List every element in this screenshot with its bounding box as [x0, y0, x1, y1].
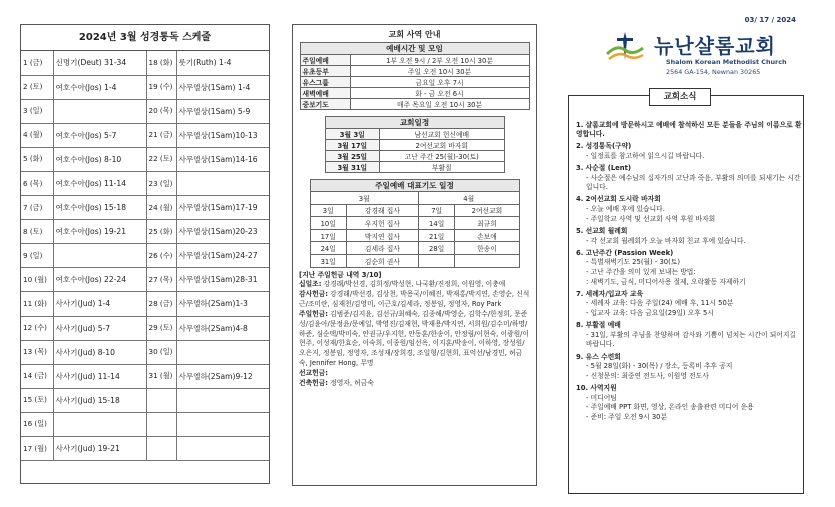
offering-title: [지난 주일헌금 내역 3/10]: [299, 270, 382, 279]
prayer-cell: [455, 254, 519, 267]
events-table: [325, 116, 505, 173]
schedule-cell: [53, 412, 146, 436]
schedule-cell: 여호수아(Jos) 19-21: [53, 220, 146, 244]
schedule-row: [21, 268, 269, 292]
event-date: 3월 31일: [325, 162, 380, 173]
prayer-cell: 김세라 집사: [346, 242, 418, 255]
news-item-head: 9. 유스 수련회: [576, 352, 621, 361]
schedule-cell: 30 (일): [146, 340, 176, 364]
worship-name: 유스그룹: [300, 77, 350, 88]
offering-names: 김범준/김지윤, 김선규/최혜숙, 김종해/박영순, 김학수/한정희, 문준성/김윤아/문정윤/문예일, 박영진/김재현, 박재용/박지연, 서희원/김수미/하명/하준, 심순택/박미숙, 안권규/우지헌, 안동훈/한송이, 안정림/이현숙, 이광원/이현주, 이성재/한효순, 이숙희, 이종원/임선옥, 이지훈/박송이, 이하영, 장성원/오은지, 정봉임, 정영자, 조성재/장희경, 조일형/김현희, 표억선/남경민, 허금숙, Jennifer Hong, 무명: [299, 309, 530, 368]
ministry-title: 교회 사역 안내: [388, 30, 441, 39]
event-date: 3월 3일: [325, 129, 380, 140]
news-item-head: 7. 세례자/입교자 교육: [576, 289, 644, 298]
schedule-cell: 2 (토): [21, 75, 53, 99]
schedule-cell: 여호수아(Jos) 15-18: [53, 196, 146, 220]
schedule-row: [21, 437, 269, 461]
church-address: 2564 GA-154, Newnan 30265: [666, 68, 761, 76]
schedule-cell: 18 (화): [146, 51, 176, 75]
news-item-detail: - 각 선교회 월례회가 오늘 바자회 친교 후에 있습니다.: [586, 236, 746, 245]
prayer-cell: 박지연 집사: [346, 229, 418, 242]
schedule-row: [21, 196, 269, 220]
prayer-month-2: 4월: [418, 192, 519, 205]
news-item-head: 5. 선교회 월례회: [576, 226, 628, 235]
prayer-cell: [418, 254, 454, 267]
worship-row: [300, 88, 529, 99]
prayer-cell: 28일: [418, 242, 454, 255]
schedule-row: [21, 316, 269, 340]
worship-name: 새벽예배: [300, 88, 350, 99]
worship-name: 유초등부: [300, 66, 350, 77]
schedule-cell: 여호수아(Jos) 11-14: [53, 171, 146, 195]
worship-time: 매주 목요일 오전 10시 30분: [350, 99, 529, 110]
prayer-cell: 7일: [418, 204, 454, 217]
schedule-row: [21, 244, 269, 268]
schedule-cell: 29 (토): [146, 316, 176, 340]
worship-name: 주일예배: [300, 55, 350, 66]
news-item-head: 2. 성경통독(구약): [576, 142, 632, 151]
prayer-cell: 21일: [418, 229, 454, 242]
schedule-cell: 사무엘하(2Sam)4-8: [176, 316, 269, 340]
worship-row: [300, 55, 529, 66]
worship-time: 화 - 금 오전 6시: [350, 88, 529, 99]
schedule-row: [21, 51, 269, 75]
news-item-detail: - 세례자 교육: 다음 주일(24) 예배 후, 11시 50분: [586, 299, 734, 308]
schedule-row: [21, 292, 269, 316]
schedule-cell: [176, 412, 269, 436]
schedule-cell: 사사기(Jud) 15-18: [53, 388, 146, 412]
prayer-cell: 17일: [310, 229, 346, 242]
schedule-cell: 여호수아(Jos) 8-10: [53, 147, 146, 171]
schedule-cell: 17 (월): [21, 437, 53, 461]
schedule-cell: [53, 99, 146, 123]
news-item-detail: - 입교자 교육: 다음 금요일(29일) 오후 5시: [586, 309, 714, 318]
news-item-detail: - 주일학교 사역 및 선교회 사역 후원 바자회: [586, 214, 716, 223]
news-item-detail: - 5월 28일(화) - 30(목) / 장소, 등록비 추후 공지: [586, 362, 733, 371]
prayer-cell: 31일: [310, 254, 346, 267]
news-list: [576, 118, 804, 423]
news-item-detail: - 신청문의: 최중연 전도사, 이원영 전도사: [586, 371, 709, 380]
schedule-cell: 5 (화): [21, 147, 53, 171]
schedule-cell: 사사기(Jud) 1-4: [53, 292, 146, 316]
schedule-cell: 16 (일): [21, 412, 53, 436]
schedule-cell: [176, 388, 269, 412]
prayer-cell: 최규희: [455, 217, 519, 230]
offering-names: 강경래/박선경, 김희정/박성현, 나국환/진정희, 이원영, 이충애: [323, 280, 506, 289]
worship-table: [300, 42, 530, 110]
offering-item: [299, 280, 530, 290]
schedule-row: [21, 220, 269, 244]
schedule-cell: 10 (월): [21, 268, 53, 292]
schedule-cell: 사무엘상(1Sam)28-31: [176, 268, 269, 292]
event-row: [325, 151, 504, 162]
prayer-cell: 우지헌 집사: [346, 217, 418, 230]
event-row: [325, 140, 504, 151]
event-name: 남선교회 헌신예배: [380, 129, 504, 140]
schedule-cell: 4 (월): [21, 123, 53, 147]
prayer-table: [310, 179, 520, 268]
prayer-cell: 24일: [310, 242, 346, 255]
schedule-row: [21, 75, 269, 99]
offering-label: 십일조:: [299, 280, 322, 289]
schedule-cell: 20 (목): [146, 99, 176, 123]
schedule-cell: 여호수아(Jos) 5-7: [53, 123, 146, 147]
schedule-cell: 21 (금): [146, 123, 176, 147]
schedule-cell: 11 (화): [21, 292, 53, 316]
event-name: 2여선교회 바자회: [380, 140, 504, 151]
offering-item: [299, 379, 530, 389]
schedule-cell: 25 (화): [146, 220, 176, 244]
event-name: 고난 주간 25(월)-30(토): [380, 151, 504, 162]
schedule-cell: 사무엘상(1Sam)14-16: [176, 147, 269, 171]
worship-name: 중보기도: [300, 99, 350, 110]
offering-label: 감사헌금:: [299, 290, 328, 299]
schedule-row: [21, 412, 269, 436]
events-title: 교회일정: [325, 117, 504, 129]
schedule-cell: 22 (토): [146, 147, 176, 171]
prayer-cell: 강경래 집사: [346, 204, 418, 217]
offering-item: [299, 290, 530, 310]
schedule-cell: 13 (목): [21, 340, 53, 364]
schedule-cell: 사사기(Jud) 11-14: [53, 364, 146, 388]
schedule-cell: 사사기(Jud) 5-7: [53, 316, 146, 340]
schedule-row: [21, 99, 269, 123]
schedule-cell: 사무엘하(2Sam)1-3: [176, 292, 269, 316]
schedule-cell: 1 (금): [21, 51, 53, 75]
offering-label: 건축헌금:: [299, 378, 328, 387]
schedule-cell: 사사기(Jud) 8-10: [53, 340, 146, 364]
news-item-detail: - 미디어팀: [586, 393, 617, 402]
schedule-cell: 27 (목): [146, 268, 176, 292]
news-item-head: 1. 샬롬교회에 방문하시고 예배에 참석하신 모든 분들을 주님의 이름으로 환영합니다.: [576, 120, 802, 139]
schedule-cell: 사무엘상(1Sam)20-23: [176, 220, 269, 244]
offering-names: 강경래/박선경, 김상천, 박용국/이혜진, 박재홍/박지연, 손영순, 신석근/조미란, 심재천/김영미, 이근호/김세라, 정봉임, 정영자, Roy Park: [299, 290, 530, 309]
prayer-cell: 손보애: [455, 229, 519, 242]
schedule-cell: [53, 244, 146, 268]
schedule-cell: 26 (수): [146, 244, 176, 268]
schedule-table: [21, 51, 269, 461]
worship-row: [300, 99, 529, 110]
schedule-row: [21, 388, 269, 412]
offering-item: [299, 310, 530, 369]
schedule-cell: 7 (금): [21, 196, 53, 220]
schedule-cell: 9 (일): [21, 244, 53, 268]
prayer-row: [310, 217, 519, 230]
schedule-cell: 3 (일): [21, 99, 53, 123]
prayer-row: [310, 229, 519, 242]
schedule-cell: [146, 437, 176, 461]
news-title: 교회소식: [649, 88, 711, 106]
schedule-cell: 사무엘하(2Sam)9-12: [176, 364, 269, 388]
schedule-cell: 19 (수): [146, 75, 176, 99]
schedule-cell: [146, 388, 176, 412]
schedule-cell: [146, 412, 176, 436]
worship-time: 1부 오전 9시 / 2부 오전 10시 30분: [350, 55, 529, 66]
schedule-row: [21, 171, 269, 195]
news-item-detail: : 새벽기도, 금식, 미디어사용 절제, 오락활동 자제하기: [586, 277, 746, 286]
event-date: 3월 17일: [325, 140, 380, 151]
schedule-cell: 신명기(Deut) 31-34: [53, 51, 146, 75]
bulletin-date: 03/ 17 / 2024: [744, 16, 796, 24]
schedule-cell: [176, 171, 269, 195]
reading-schedule-panel: [20, 24, 270, 484]
news-item-head: 6. 고난주간 (Passion Week): [576, 248, 674, 257]
prayer-cell: 2여선교회: [455, 204, 519, 217]
ministry-panel: [292, 24, 537, 486]
prayer-row: [310, 242, 519, 255]
news-item-head: 10. 사역지원: [576, 384, 617, 393]
church-english-name: Shalom Korean Methodist Church: [666, 58, 787, 66]
schedule-cell: 여호수아(Jos) 22-24: [53, 268, 146, 292]
offering-label: 주일헌금:: [299, 309, 328, 318]
schedule-cell: 6 (목): [21, 171, 53, 195]
prayer-title: 주일예배 대표기도 일정: [310, 180, 519, 192]
schedule-cell: 사무엘상(1Sam)24-27: [176, 244, 269, 268]
schedule-cell: 23 (일): [146, 171, 176, 195]
schedule-cell: 여호수아(Jos) 1-4: [53, 75, 146, 99]
schedule-cell: [176, 340, 269, 364]
worship-title: 예배시간 및 모임: [300, 43, 529, 55]
schedule-cell: 사무엘상(1Sam)17-19: [176, 196, 269, 220]
schedule-cell: 룻기(Ruth) 1-4: [176, 51, 269, 75]
church-logo-icon: [605, 30, 645, 62]
offering-label: 선교헌금:: [299, 369, 328, 377]
schedule-cell: 사무엘상(1Sam) 5-9: [176, 99, 269, 123]
schedule-cell: 31 (월): [146, 364, 176, 388]
schedule-cell: 사무엘상(1Sam) 1-4: [176, 75, 269, 99]
schedule-cell: 28 (금): [146, 292, 176, 316]
offering-list: [293, 271, 536, 389]
news-box: [568, 92, 804, 494]
schedule-row: [21, 364, 269, 388]
news-item-detail: - 일정표를 참고하여 읽으시길 바랍니다.: [586, 151, 705, 160]
prayer-month-1: 3월: [310, 192, 418, 205]
schedule-row: [21, 340, 269, 364]
news-item-detail: - 오늘 예배 후에 있습니다.: [586, 205, 665, 214]
offering-item: [299, 369, 530, 379]
news-panel: [560, 10, 820, 500]
prayer-row: [310, 204, 519, 217]
worship-row: [300, 66, 529, 77]
schedule-cell: 사무엘상(1Sam)10-13: [176, 123, 269, 147]
schedule-row: [21, 123, 269, 147]
news-item-detail: - 준비: 주일 오전 9시 30분: [586, 412, 668, 421]
news-item-head: 4. 2여선교회 도시락 바자회: [576, 195, 661, 204]
worship-row: [300, 77, 529, 88]
worship-time: 금요일 오후 7시: [350, 77, 529, 88]
prayer-cell: 김순희 권사: [346, 254, 418, 267]
event-row: [325, 162, 504, 173]
prayer-cell: 14일: [418, 217, 454, 230]
event-name: 부활절: [380, 162, 504, 173]
news-item-detail: - 사순절은 예수님의 십자가의 고난과 죽음, 부활의 의미를 되새기는 시간입니다.: [586, 173, 801, 192]
news-item-head: 3. 사순절 (Lent): [576, 164, 631, 173]
schedule-cell: 15 (토): [21, 388, 53, 412]
news-item-detail: - 고난 주간을 의미 있게 보내는 방법:: [586, 267, 696, 276]
prayer-row: [310, 254, 519, 267]
schedule-row: [21, 147, 269, 171]
church-name: 뉴난샬롬교회: [654, 34, 776, 58]
schedule-cell: 14 (금): [21, 364, 53, 388]
schedule-title: 2024년 3월 성경통독 스케줄: [21, 25, 269, 51]
worship-time: 주일 오전 10시 30분: [350, 66, 529, 77]
schedule-cell: 사사기(Jud) 19-21: [53, 437, 146, 461]
schedule-cell: 24 (월): [146, 196, 176, 220]
news-item-head: 8. 부활절 예배: [576, 321, 621, 330]
event-row: [325, 129, 504, 140]
prayer-cell: 10일: [310, 217, 346, 230]
news-item-detail: - 31일, 부활의 주님을 찬양하며 감사와 기쁨이 넘치는 시간이 되어지길 바랍니다.: [586, 330, 796, 349]
news-item-detail: - 주일예배 PPT 화면, 영상, 온라인 송출관련 미디어 운용: [586, 403, 754, 412]
schedule-cell: [176, 437, 269, 461]
event-date: 3월 25일: [325, 151, 380, 162]
prayer-cell: 3일: [310, 204, 346, 217]
schedule-cell: 8 (토): [21, 220, 53, 244]
prayer-cell: 한송이: [455, 242, 519, 255]
news-item-detail: - 특별새벽기도 25(월) - 30(토): [586, 258, 680, 267]
offering-names: 정영자, 허금숙: [330, 378, 374, 387]
schedule-cell: 12 (수): [21, 316, 53, 340]
